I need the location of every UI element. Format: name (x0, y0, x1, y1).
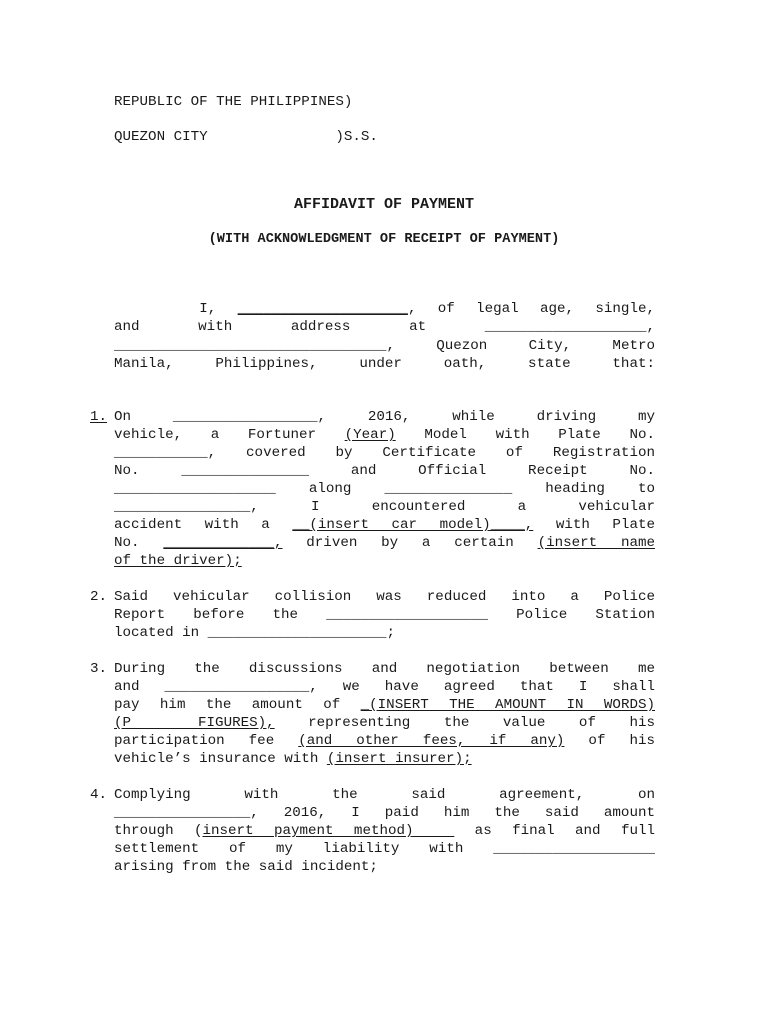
year-field: (Year) (344, 427, 396, 443)
p1-line-3: ___________, covered by Certificate of Registration (114, 445, 655, 461)
p4-line-2: ________________, 2016, I paid him the said amount (114, 805, 655, 821)
p1-line-4: No. _______________ and Official Receipt No. (114, 463, 655, 479)
p4-line-1: Complying with the said agreement, on (114, 787, 655, 803)
p2-line-2: Report before the ___________________ Police Station (114, 607, 655, 623)
intro-text: , of legal age, single, (407, 301, 655, 317)
p1-line-8 (114, 534, 655, 552)
p3-text: representing the value of his (274, 715, 655, 731)
p3-line-3 (114, 696, 655, 714)
amount-words-field: _(INSERT THE AMOUNT IN WORDS) (360, 697, 656, 713)
p1-line-1: On _________________, 2016, while driving my (114, 409, 655, 425)
fees-field: (and other fees, if any) (298, 733, 565, 749)
paragraph-number-1: 1. (90, 409, 108, 425)
p4-line-5: arising from the said incident; (114, 859, 378, 875)
car-model-field: __(insert car model)____, (292, 517, 534, 533)
intro-line-2: and with address at ___________________, (114, 319, 655, 335)
p3-text: participation fee (114, 733, 299, 749)
p1-text: accident with a (114, 517, 293, 533)
p1-line-2 (114, 426, 655, 444)
intro-text: , Quezon City, Metro (386, 338, 655, 354)
document-title: AFFIDAVIT OF PAYMENT (293, 196, 475, 213)
p1-text: with Plate (533, 517, 655, 533)
intro-line-3 (114, 337, 655, 355)
paragraph-number-2: 2. (90, 589, 108, 605)
p1-line-7 (114, 516, 655, 534)
p2-line-3: located in _____________________; (114, 625, 395, 641)
p1-line-9: of the driver); (114, 553, 242, 569)
p2-line-1: Said vehicular collision was reduced into a Police (114, 589, 655, 605)
p4-text: through ( (114, 823, 203, 839)
p3-text: of his (564, 733, 655, 749)
p4-text: as final and full (454, 823, 656, 839)
payment-method-field: insert payment method) (202, 823, 455, 839)
p4-line-4: settlement of my liability with ___________________ (114, 841, 655, 857)
header-republic: REPUBLIC OF THE PHILIPPINES) (114, 94, 353, 110)
intro-text: I, (114, 301, 238, 317)
p3-line-1: During the discussions and negotiation between me (114, 661, 655, 677)
p3-line-6 (114, 750, 655, 768)
p3-line-2: and _________________, we have agreed that I shall (114, 679, 655, 695)
document-subtitle: (WITH ACKNOWLEDGMENT OF RECEIPT OF PAYMENT) (208, 232, 560, 247)
paragraph-number-4: 4. (90, 787, 108, 803)
address-blank: ________________________________ (114, 338, 387, 354)
p3-text: vehicle’s insurance with (114, 751, 327, 767)
p1-text: vehicle, a Fortuner (114, 427, 345, 443)
p1-line-5: ___________________ along _______________ heading to (114, 481, 655, 497)
p1-text: driven by a certain (282, 535, 538, 551)
name-blank: ____________________ (237, 301, 408, 317)
p1-text: Model with Plate No. (395, 427, 655, 443)
intro-line-4: Manila, Philippines, under oath, state that: (114, 356, 655, 372)
amount-figures-field: (P FIGURES), (114, 715, 275, 731)
driver-name-field: (insert name (537, 535, 655, 551)
intro-line-1 (114, 300, 655, 318)
plate-field: _____________, (163, 535, 283, 551)
p3-line-4 (114, 714, 655, 732)
insurer-field: (insert insurer); (326, 751, 472, 767)
p1-text: No. (114, 535, 164, 551)
p3-text: pay him the amount of (114, 697, 361, 713)
p4-line-3 (114, 822, 655, 840)
p3-line-5 (114, 732, 655, 750)
header-city: QUEZON CITY )S.S. (114, 129, 378, 145)
paragraph-number-3: 3. (90, 661, 108, 677)
p1-line-6: ________________, I encountered a vehicular (114, 499, 655, 515)
